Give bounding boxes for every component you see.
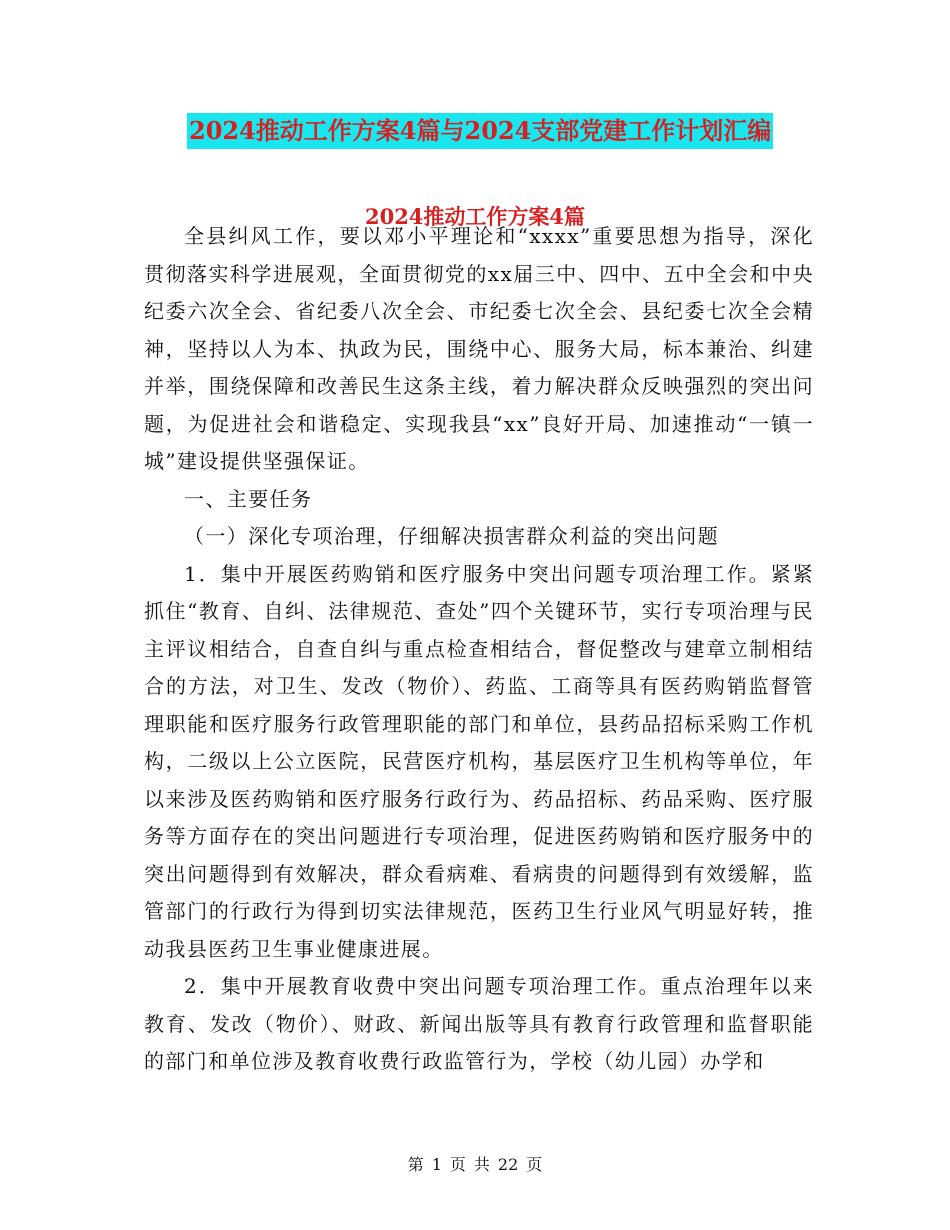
paragraph-item-2: 2．集中开展教育收费中突出问题专项治理工作。重点治理年以来教育、发改（物价）、财政、新闻出版等具有教育行政管理和监督职能的部门和单位涉及教育收费行政监管行为，学校（幼儿园）办学和 xyxy=(144,974,814,1073)
subheading-special-governance: （一）深化专项治理，仔细解决损害群众利益的突出问题 xyxy=(184,524,719,548)
footer-page-suffix: 页 xyxy=(526,1155,543,1174)
heading-main-tasks: 一、主要任务 xyxy=(184,486,313,511)
page-footer xyxy=(0,1152,950,1175)
footer-total-prefix: 共 xyxy=(473,1155,490,1174)
footer-page-mid: 页 xyxy=(449,1155,466,1174)
document-title: 2024推动工作方案4篇与2024支部党建工作计划汇编 xyxy=(187,113,773,149)
paragraph-intro: 全县纠风工作，要以邓小平理论和“xxxx”重要思想为指导，深化贯彻落实科学进展观，全面贯彻党的xx届三中、四中、五中全会和中央纪委六次全会、省纪委八次全会、市纪委七次全会、县纪委七次全会精神，坚持以人为本、执政为民，围绕中心、服务大局，标本兼治、纠建并举，围绕保障和改善民生这条主线，着力解决群众反映强烈的突出问题，为促进社会和谐稳定、实现我县“xx”良好开局、加速推动“一镇一城”建设提供坚强保证。 xyxy=(144,224,814,473)
footer-total-pages: 22 xyxy=(497,1155,519,1174)
paragraph-item-1: 1．集中开展医药购销和医疗服务中突出问题专项治理工作。紧紧抓住“教育、自纠、法律规范、查处”四个关键环节，实行专项治理与民主评议相结合，自查自纠与重点检查相结合，督促整改与建章立制相结合的方法，对卫生、发改（物价）、药监、工商等具有医药购销监督管理职能和医疗服务行政管理职能的部门和单位，县药品招标采购工作机构，二级以上公立医院，民营医疗机构，基层医疗卫生机构等单位，年以来涉及医药购销和医疗服务行政行为、药品招标、药品采购、医疗服务等方面存在的突出问题进行专项治理，促进医药购销和医疗服务中的突出问题得到有效解决，群众看病难、看病贵的问题得到有效缓解，监管部门的行政行为得到切实法律规范，医药卫生行业风气明显好转，推动我县医药卫生事业健康进展。 xyxy=(144,561,814,961)
footer-page-number: 1 xyxy=(431,1155,442,1174)
section-title: 2024推动工作方案4篇 xyxy=(364,204,586,229)
document-body xyxy=(144,218,814,1081)
footer-page-prefix: 第 xyxy=(407,1155,424,1174)
